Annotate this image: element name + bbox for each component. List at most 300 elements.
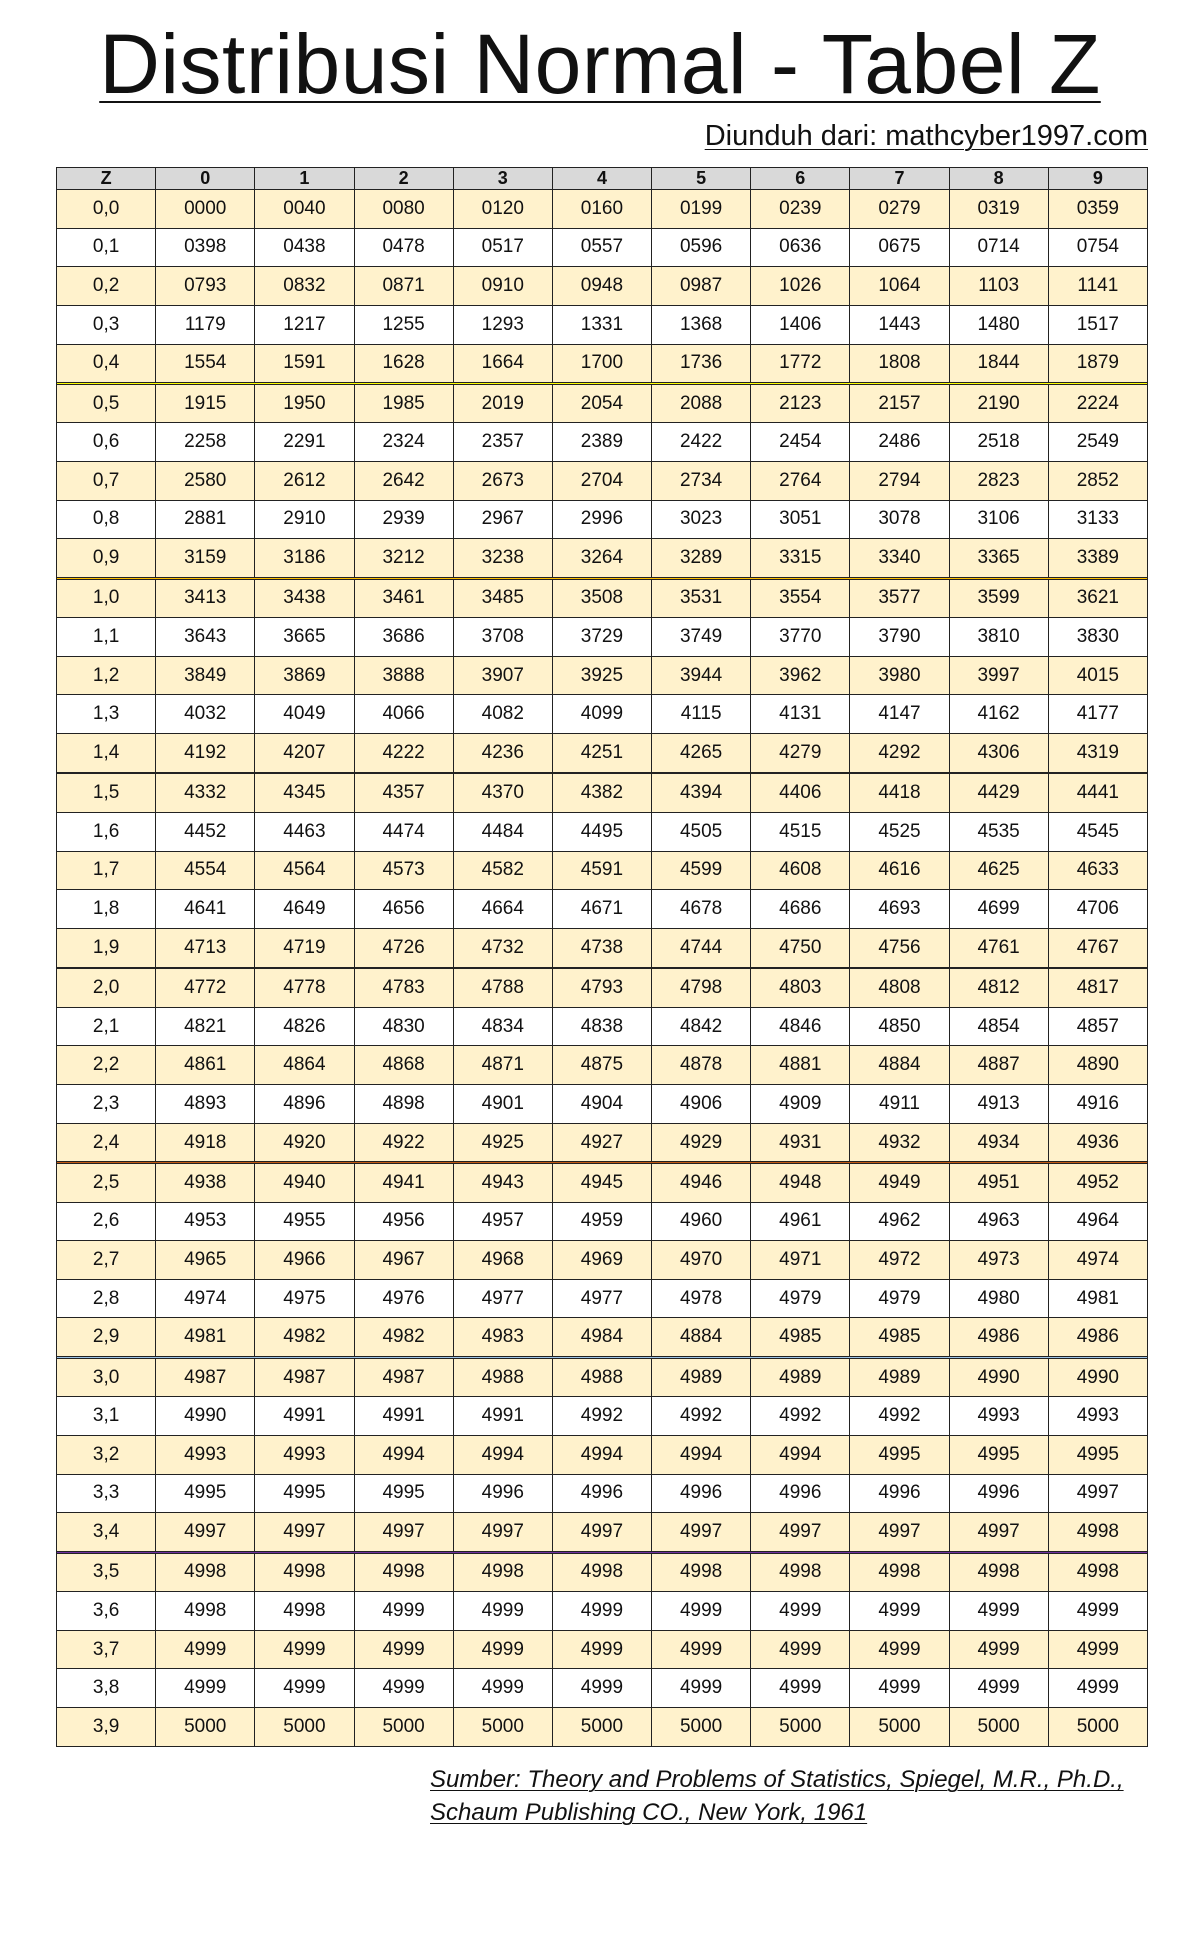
probability-cell: 4918	[156, 1123, 255, 1162]
probability-cell: 4997	[552, 1513, 651, 1552]
probability-cell: 4999	[652, 1592, 751, 1631]
probability-cell: 5000	[156, 1708, 255, 1747]
z-value-cell: 2,2	[57, 1046, 156, 1085]
probability-cell: 4916	[1048, 1085, 1147, 1124]
probability-cell: 4452	[156, 813, 255, 852]
probability-cell: 4719	[255, 928, 354, 967]
probability-cell: 2190	[949, 384, 1048, 423]
table-row	[57, 267, 1148, 306]
probability-cell: 3315	[751, 539, 850, 578]
probability-cell: 3508	[552, 579, 651, 618]
probability-cell: 4977	[552, 1279, 651, 1318]
probability-cell: 4686	[751, 890, 850, 929]
probability-cell: 1808	[850, 344, 949, 383]
probability-cell: 1844	[949, 344, 1048, 383]
table-row	[57, 384, 1148, 423]
probability-cell: 4706	[1048, 890, 1147, 929]
probability-cell: 4992	[850, 1397, 949, 1436]
probability-cell: 4985	[751, 1318, 850, 1357]
probability-cell: 0987	[652, 267, 751, 306]
probability-cell: 4999	[156, 1669, 255, 1708]
probability-cell: 4993	[1048, 1397, 1147, 1436]
probability-cell: 4913	[949, 1085, 1048, 1124]
probability-cell: 1554	[156, 344, 255, 383]
probability-cell: 4964	[1048, 1202, 1147, 1241]
probability-cell: 3997	[949, 656, 1048, 695]
probability-cell: 4884	[850, 1046, 949, 1085]
probability-cell: 2291	[255, 423, 354, 462]
probability-cell: 1480	[949, 305, 1048, 344]
header-col-1: 1	[255, 168, 354, 190]
probability-cell: 4864	[255, 1046, 354, 1085]
probability-cell: 4998	[1048, 1513, 1147, 1552]
probability-cell: 0319	[949, 190, 1048, 229]
probability-cell: 4992	[652, 1397, 751, 1436]
probability-cell: 4995	[1048, 1436, 1147, 1475]
z-value-cell: 3,7	[57, 1630, 156, 1669]
probability-cell: 4999	[354, 1592, 453, 1631]
probability-cell: 1255	[354, 305, 453, 344]
probability-cell: 4732	[453, 928, 552, 967]
table-row	[57, 500, 1148, 539]
probability-cell: 4345	[255, 774, 354, 813]
probability-cell: 3051	[751, 500, 850, 539]
probability-cell: 4987	[156, 1358, 255, 1397]
probability-cell: 4616	[850, 851, 949, 890]
table-row	[57, 1669, 1148, 1708]
probability-cell: 4996	[949, 1474, 1048, 1513]
probability-cell: 4999	[1048, 1630, 1147, 1669]
header-col-5: 5	[652, 168, 751, 190]
probability-cell: 4890	[1048, 1046, 1147, 1085]
probability-cell: 4982	[354, 1318, 453, 1357]
probability-cell: 4671	[552, 890, 651, 929]
probability-cell: 3810	[949, 618, 1048, 657]
probability-cell: 4989	[652, 1358, 751, 1397]
probability-cell: 4920	[255, 1123, 354, 1162]
probability-cell: 4987	[255, 1358, 354, 1397]
probability-cell: 4699	[949, 890, 1048, 929]
probability-cell: 1368	[652, 305, 751, 344]
probability-cell: 0871	[354, 267, 453, 306]
probability-cell: 2389	[552, 423, 651, 462]
probability-cell: 4991	[354, 1397, 453, 1436]
probability-cell: 2054	[552, 384, 651, 423]
probability-cell: 3888	[354, 656, 453, 695]
probability-cell: 3729	[552, 618, 651, 657]
probability-cell: 4998	[255, 1553, 354, 1592]
probability-cell: 4998	[751, 1553, 850, 1592]
probability-cell: 4332	[156, 774, 255, 813]
probability-cell: 4993	[156, 1436, 255, 1475]
probability-cell: 1664	[453, 344, 552, 383]
probability-cell: 4999	[354, 1630, 453, 1669]
probability-cell: 4292	[850, 734, 949, 773]
probability-cell: 4649	[255, 890, 354, 929]
probability-cell: 4995	[255, 1474, 354, 1513]
download-source: Diunduh dari: mathcyber1997.com	[704, 120, 1148, 152]
probability-cell: 1772	[751, 344, 850, 383]
probability-cell: 4591	[552, 851, 651, 890]
probability-cell: 4991	[453, 1397, 552, 1436]
probability-cell: 4999	[453, 1630, 552, 1669]
probability-cell: 1443	[850, 305, 949, 344]
probability-cell: 4967	[354, 1241, 453, 1280]
table-row	[57, 539, 1148, 578]
probability-cell: 4978	[652, 1279, 751, 1318]
probability-cell: 4986	[949, 1318, 1048, 1357]
probability-cell: 4999	[354, 1669, 453, 1708]
probability-cell: 4265	[652, 734, 751, 773]
z-value-cell: 0,1	[57, 228, 156, 267]
probability-cell: 4989	[751, 1358, 850, 1397]
probability-cell: 2549	[1048, 423, 1147, 462]
header-col-2: 2	[354, 168, 453, 190]
probability-cell: 4898	[354, 1085, 453, 1124]
probability-cell: 5000	[255, 1708, 354, 1747]
probability-cell: 4999	[156, 1630, 255, 1669]
probability-cell: 4980	[949, 1279, 1048, 1318]
probability-cell: 2486	[850, 423, 949, 462]
probability-cell: 4998	[552, 1553, 651, 1592]
probability-cell: 3133	[1048, 500, 1147, 539]
probability-cell: 3554	[751, 579, 850, 618]
probability-cell: 0080	[354, 190, 453, 229]
probability-cell: 4940	[255, 1163, 354, 1202]
table-row	[57, 1397, 1148, 1436]
table-row	[57, 618, 1148, 657]
probability-cell: 2258	[156, 423, 255, 462]
z-value-cell: 0,8	[57, 500, 156, 539]
probability-cell: 4049	[255, 695, 354, 734]
probability-cell: 4830	[354, 1007, 453, 1046]
probability-cell: 4997	[156, 1513, 255, 1552]
probability-cell: 4713	[156, 928, 255, 967]
probability-cell: 4999	[949, 1592, 1048, 1631]
probability-cell: 2324	[354, 423, 453, 462]
probability-cell: 5000	[652, 1708, 751, 1747]
probability-cell: 4625	[949, 851, 1048, 890]
probability-cell: 4999	[751, 1630, 850, 1669]
probability-cell: 0279	[850, 190, 949, 229]
table-row	[57, 1358, 1148, 1397]
probability-cell: 0438	[255, 228, 354, 267]
probability-cell: 4370	[453, 774, 552, 813]
probability-cell: 4994	[453, 1436, 552, 1475]
z-value-cell: 3,9	[57, 1708, 156, 1747]
probability-cell: 3980	[850, 656, 949, 695]
probability-cell: 4938	[156, 1163, 255, 1202]
probability-cell: 4826	[255, 1007, 354, 1046]
probability-cell: 2642	[354, 462, 453, 501]
probability-cell: 4962	[850, 1202, 949, 1241]
probability-cell: 4997	[255, 1513, 354, 1552]
probability-cell: 4893	[156, 1085, 255, 1124]
probability-cell: 0754	[1048, 228, 1147, 267]
probability-cell: 1026	[751, 267, 850, 306]
z-value-cell: 3,4	[57, 1513, 156, 1552]
probability-cell: 4901	[453, 1085, 552, 1124]
probability-cell: 4082	[453, 695, 552, 734]
probability-cell: 4994	[552, 1436, 651, 1475]
table-row	[57, 695, 1148, 734]
probability-cell: 3389	[1048, 539, 1147, 578]
probability-cell: 3708	[453, 618, 552, 657]
z-value-cell: 1,0	[57, 579, 156, 618]
probability-cell: 4970	[652, 1241, 751, 1280]
probability-cell: 4834	[453, 1007, 552, 1046]
probability-cell: 4357	[354, 774, 453, 813]
table-row	[57, 928, 1148, 967]
probability-cell: 4633	[1048, 851, 1147, 890]
probability-cell: 4664	[453, 890, 552, 929]
probability-cell: 4934	[949, 1123, 1048, 1162]
probability-cell: 3186	[255, 539, 354, 578]
probability-cell: 5000	[453, 1708, 552, 1747]
probability-cell: 0636	[751, 228, 850, 267]
probability-cell: 4987	[354, 1358, 453, 1397]
probability-cell: 4838	[552, 1007, 651, 1046]
probability-cell: 4995	[354, 1474, 453, 1513]
z-value-cell: 2,5	[57, 1163, 156, 1202]
table-row	[57, 228, 1148, 267]
probability-cell: 4999	[453, 1669, 552, 1708]
table-row	[57, 656, 1148, 695]
probability-cell: 3686	[354, 618, 453, 657]
probability-cell: 3485	[453, 579, 552, 618]
z-value-cell: 1,9	[57, 928, 156, 967]
probability-cell: 4993	[949, 1397, 1048, 1436]
probability-cell: 2224	[1048, 384, 1147, 423]
probability-cell: 4394	[652, 774, 751, 813]
probability-cell: 1985	[354, 384, 453, 423]
probability-cell: 2734	[652, 462, 751, 501]
z-value-cell: 2,1	[57, 1007, 156, 1046]
probability-cell: 4968	[453, 1241, 552, 1280]
probability-cell: 4999	[850, 1592, 949, 1631]
probability-cell: 4812	[949, 969, 1048, 1008]
probability-cell: 4946	[652, 1163, 751, 1202]
probability-cell: 2123	[751, 384, 850, 423]
z-value-cell: 2,4	[57, 1123, 156, 1162]
probability-cell: 4515	[751, 813, 850, 852]
probability-cell: 4115	[652, 695, 751, 734]
probability-cell: 3869	[255, 656, 354, 695]
probability-cell: 4975	[255, 1279, 354, 1318]
probability-cell: 0910	[453, 267, 552, 306]
z-table	[56, 167, 1148, 1747]
probability-cell: 3078	[850, 500, 949, 539]
probability-cell: 4957	[453, 1202, 552, 1241]
probability-cell: 2910	[255, 500, 354, 539]
probability-cell: 4948	[751, 1163, 850, 1202]
probability-cell: 4778	[255, 969, 354, 1008]
probability-cell: 4994	[354, 1436, 453, 1475]
probability-cell: 4793	[552, 969, 651, 1008]
probability-cell: 3925	[552, 656, 651, 695]
table-row	[57, 774, 1148, 813]
table-row	[57, 813, 1148, 852]
probability-cell: 2157	[850, 384, 949, 423]
probability-cell: 4995	[850, 1436, 949, 1475]
z-value-cell: 1,2	[57, 656, 156, 695]
probability-cell: 4904	[552, 1085, 651, 1124]
probability-cell: 0040	[255, 190, 354, 229]
probability-cell: 0478	[354, 228, 453, 267]
probability-cell: 4999	[850, 1630, 949, 1669]
table-row	[57, 1007, 1148, 1046]
probability-cell: 4861	[156, 1046, 255, 1085]
probability-cell: 4945	[552, 1163, 651, 1202]
probability-cell: 4887	[949, 1046, 1048, 1085]
table-row	[57, 190, 1148, 229]
table-row	[57, 969, 1148, 1008]
table-row	[57, 851, 1148, 890]
probability-cell: 5000	[850, 1708, 949, 1747]
probability-cell: 4981	[156, 1318, 255, 1357]
probability-cell: 4997	[453, 1513, 552, 1552]
probability-cell: 3531	[652, 579, 751, 618]
probability-cell: 4943	[453, 1163, 552, 1202]
header-col-8: 8	[949, 168, 1048, 190]
probability-cell: 4803	[751, 969, 850, 1008]
z-value-cell: 0,7	[57, 462, 156, 501]
table-row	[57, 734, 1148, 773]
probability-cell: 4608	[751, 851, 850, 890]
probability-cell: 4999	[949, 1669, 1048, 1708]
table-row	[57, 462, 1148, 501]
probability-cell: 1179	[156, 305, 255, 344]
probability-cell: 3944	[652, 656, 751, 695]
probability-cell: 0199	[652, 190, 751, 229]
probability-cell: 4996	[751, 1474, 850, 1513]
probability-cell: 2580	[156, 462, 255, 501]
page-title: Distribusi Normal - Tabel Z	[99, 17, 1101, 111]
z-value-cell: 1,7	[57, 851, 156, 890]
table-row	[57, 1123, 1148, 1162]
probability-cell: 3438	[255, 579, 354, 618]
z-value-cell: 0,0	[57, 190, 156, 229]
probability-cell: 4429	[949, 774, 1048, 813]
probability-cell: 4177	[1048, 695, 1147, 734]
probability-cell: 4693	[850, 890, 949, 929]
probability-cell: 2764	[751, 462, 850, 501]
probability-cell: 4995	[156, 1474, 255, 1513]
probability-cell: 4977	[453, 1279, 552, 1318]
probability-cell: 4599	[652, 851, 751, 890]
probability-cell: 4998	[949, 1553, 1048, 1592]
probability-cell: 4525	[850, 813, 949, 852]
probability-cell: 4989	[850, 1358, 949, 1397]
probability-cell: 2454	[751, 423, 850, 462]
probability-cell: 3849	[156, 656, 255, 695]
probability-cell: 4974	[1048, 1241, 1147, 1280]
table-row	[57, 1436, 1148, 1475]
probability-cell: 4997	[652, 1513, 751, 1552]
probability-cell: 4484	[453, 813, 552, 852]
probability-cell: 4996	[652, 1474, 751, 1513]
probability-cell: 4959	[552, 1202, 651, 1241]
probability-cell: 4099	[552, 695, 651, 734]
probability-cell: 4984	[552, 1318, 651, 1357]
probability-cell: 1293	[453, 305, 552, 344]
probability-cell: 1915	[156, 384, 255, 423]
probability-cell: 4251	[552, 734, 651, 773]
z-value-cell: 1,5	[57, 774, 156, 813]
probability-cell: 3106	[949, 500, 1048, 539]
probability-cell: 4999	[552, 1669, 651, 1708]
probability-cell: 4582	[453, 851, 552, 890]
probability-cell: 4974	[156, 1279, 255, 1318]
probability-cell: 3621	[1048, 579, 1147, 618]
probability-cell: 4406	[751, 774, 850, 813]
z-value-cell: 2,7	[57, 1241, 156, 1280]
probability-cell: 4656	[354, 890, 453, 929]
probability-cell: 0675	[850, 228, 949, 267]
probability-cell: 1736	[652, 344, 751, 383]
probability-cell: 3023	[652, 500, 751, 539]
probability-cell: 4952	[1048, 1163, 1147, 1202]
probability-cell: 4999	[751, 1669, 850, 1708]
probability-cell: 3907	[453, 656, 552, 695]
header-col-0: 0	[156, 168, 255, 190]
probability-cell: 4999	[255, 1669, 354, 1708]
probability-cell: 4949	[850, 1163, 949, 1202]
probability-cell: 4999	[255, 1630, 354, 1669]
z-value-cell: 0,3	[57, 305, 156, 344]
probability-cell: 4982	[255, 1318, 354, 1357]
probability-cell: 3289	[652, 539, 751, 578]
probability-cell: 4474	[354, 813, 453, 852]
probability-cell: 4750	[751, 928, 850, 967]
probability-cell: 0398	[156, 228, 255, 267]
z-value-cell: 2,9	[57, 1318, 156, 1357]
probability-cell: 0948	[552, 267, 651, 306]
probability-cell: 1517	[1048, 305, 1147, 344]
probability-cell: 4319	[1048, 734, 1147, 773]
probability-cell: 4931	[751, 1123, 850, 1162]
probability-cell: 4032	[156, 695, 255, 734]
probability-cell: 4998	[453, 1553, 552, 1592]
z-value-cell: 3,6	[57, 1592, 156, 1631]
probability-cell: 3830	[1048, 618, 1147, 657]
probability-cell: 2019	[453, 384, 552, 423]
table-row	[57, 1630, 1148, 1669]
probability-cell: 1591	[255, 344, 354, 383]
probability-cell: 4147	[850, 695, 949, 734]
probability-cell: 4981	[1048, 1279, 1147, 1318]
probability-cell: 4015	[1048, 656, 1147, 695]
probability-cell: 4998	[156, 1592, 255, 1631]
probability-cell: 4884	[652, 1318, 751, 1357]
probability-cell: 0596	[652, 228, 751, 267]
probability-cell: 4993	[255, 1436, 354, 1475]
table-row	[57, 1241, 1148, 1280]
probability-cell: 4997	[850, 1513, 949, 1552]
probability-cell: 5000	[354, 1708, 453, 1747]
table-row	[57, 1279, 1148, 1318]
probability-cell: 4995	[949, 1436, 1048, 1475]
probability-cell: 1331	[552, 305, 651, 344]
probability-cell: 1217	[255, 305, 354, 344]
probability-cell: 4798	[652, 969, 751, 1008]
table-body	[57, 190, 1148, 1747]
probability-cell: 4996	[552, 1474, 651, 1513]
probability-cell: 4997	[1048, 1474, 1147, 1513]
probability-cell: 4854	[949, 1007, 1048, 1046]
probability-cell: 4932	[850, 1123, 949, 1162]
table-row	[57, 1046, 1148, 1085]
